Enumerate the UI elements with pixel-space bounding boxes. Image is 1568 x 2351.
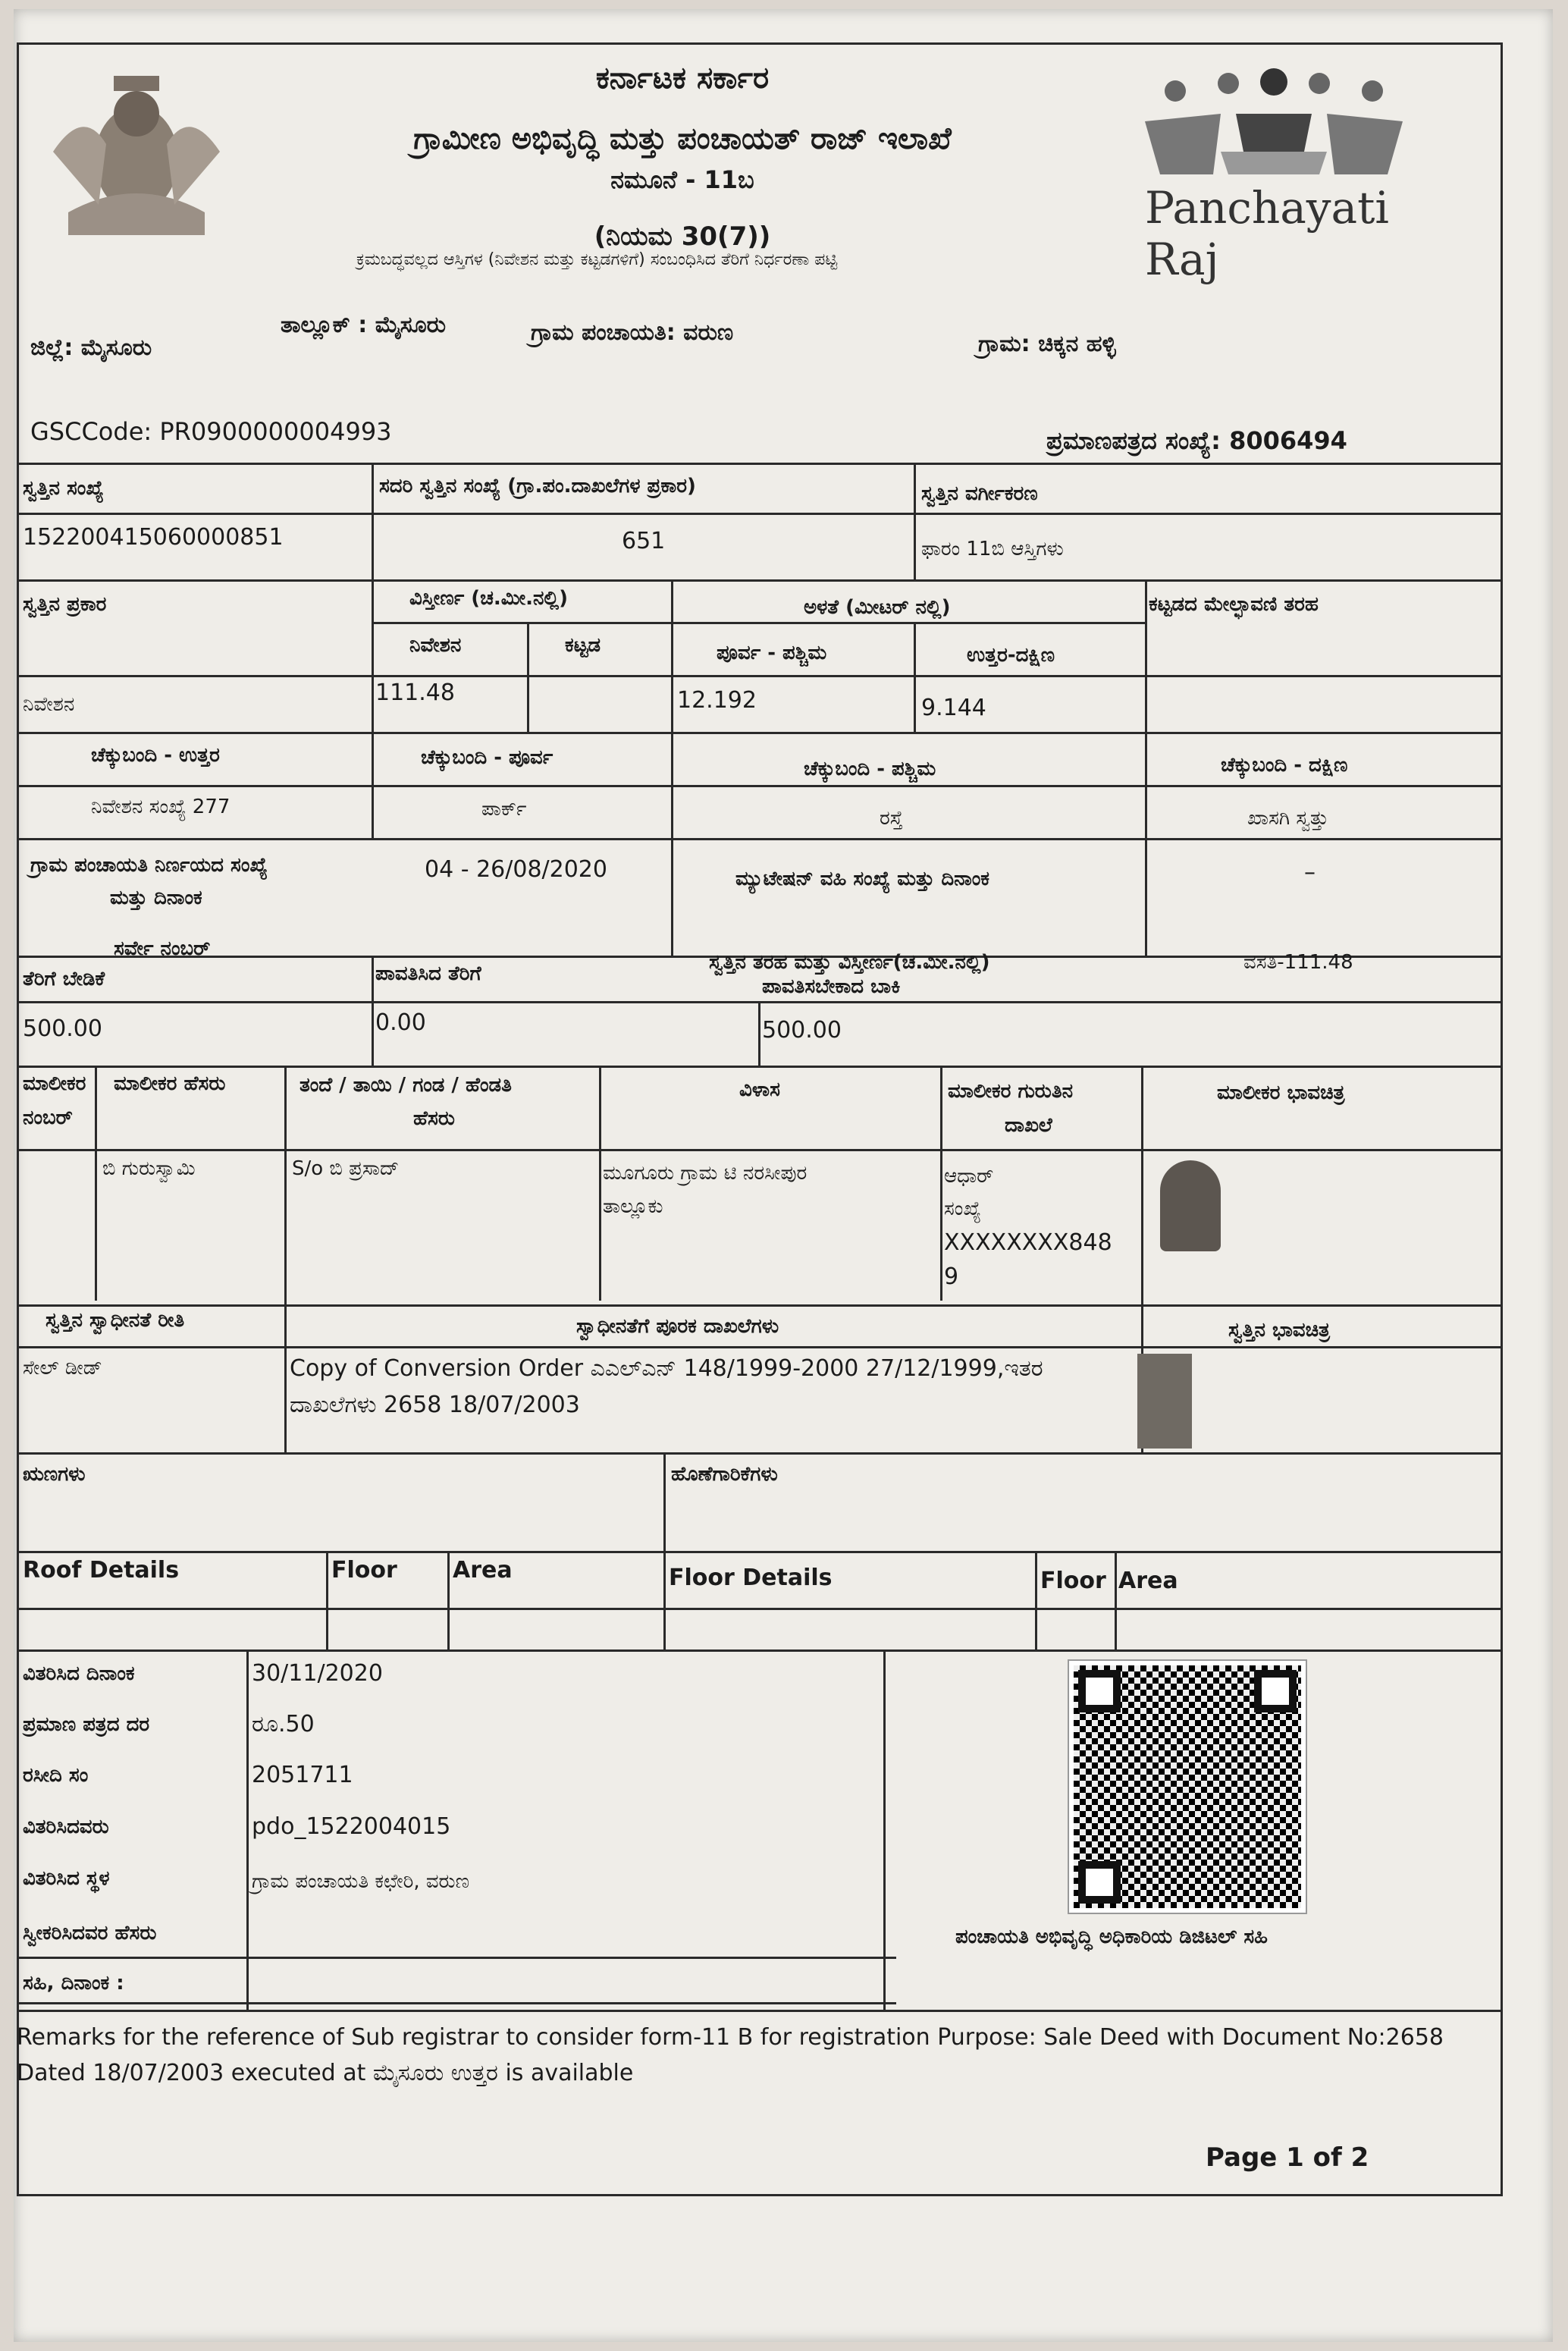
owner-id-label-2: ದಾಖಲೆ <box>1005 1114 1052 1137</box>
gsc-code: GSCCode: PR0900000004993 <box>30 417 392 446</box>
south-boundary-value: ಖಾಸಗಿ ಸ್ವತ್ತು <box>1247 807 1329 830</box>
owner-number-label: ಮಾಲೀಕರ <box>23 1072 86 1095</box>
gp-number-value: 651 <box>622 528 666 554</box>
encumbrance-label: ಋಣಗಳು <box>23 1463 86 1486</box>
resolution-label: ಗ್ರಾಮ ಪಂಚಾಯತಿ ನಿರ್ಣಯದ ಸಂಖ್ಯೆ <box>30 854 268 877</box>
mutation-label: ಮ್ಯುಟೇಷನ್ ವಹಿ ಸಂಖ್ಯೆ ಮತ್ತು ದಿನಾಂಕ <box>735 868 989 890</box>
responsibility-label: ಹೊಣೆಗಾರಿಕೆಗಳು <box>671 1463 778 1486</box>
issue-date-value: 30/11/2020 <box>252 1660 383 1687</box>
relation-value: S/o ಬಿ ಪ್ರಸಾದ್ <box>292 1157 400 1180</box>
relation-label-2: ಹೆಸರು <box>413 1107 455 1130</box>
building-label: ಕಟ್ಟಡ <box>565 634 601 657</box>
north-south-value: 9.144 <box>921 695 986 721</box>
rule-number: (ನಿಯಮ 30(7)) <box>594 221 771 252</box>
ownership-mode-label: ಸ್ವತ್ತಿನ ಸ್ವಾಧೀನತೆ ರೀತಿ <box>45 1309 185 1332</box>
south-boundary-label: ಚೆಕ್ಕುಬಂದಿ - ದಕ್ಷಿಣ <box>1221 754 1348 777</box>
west-boundary-label: ಚೆಕ್ಕುಬಂದಿ - ಪಶ್ಚಿಮ <box>804 758 936 780</box>
ownership-docs-line-2: ದಾಖಲೆಗಳು 2658 18/07/2003 <box>290 1392 580 1418</box>
owner-id-line-1: ಆಧಾರ್ <box>944 1165 994 1188</box>
property-type-value: ನಿವೇಶನ <box>23 693 75 716</box>
ownership-docs-label: ಸ್ವಾಧೀನತೆಗೆ ಪೂರಕ ದಾಖಲೆಗಳು <box>576 1315 779 1338</box>
site-label: ನಿವೇಶನ <box>409 634 462 657</box>
property-id-value: 152200415060000851 <box>23 524 284 551</box>
ownership-docs-line-1: Copy of Conversion Order ಎಎಲ್ಎನ್ 148/1999-2000 27/12/1999,ಇತರ <box>290 1355 1043 1382</box>
district: ಜಿಲ್ಲೆ: ಮೈಸೂರು <box>30 334 152 361</box>
owner-id-label: ಮಾಲೀಕರ ಗುರುತಿನ <box>948 1080 1074 1103</box>
resolution-label-2: ಮತ್ತು ದಿನಾಂಕ <box>110 887 202 909</box>
east-west-value: 12.192 <box>677 687 757 714</box>
receiver-name-label: ಸ್ವೀಕರಿಸಿದವರ ಹೆಸರು <box>23 1922 157 1945</box>
owner-name-value: ಬಿ ಗುರುಸ್ವಾಮಿ <box>102 1157 196 1180</box>
paid-tax-value: 0.00 <box>375 1009 426 1036</box>
page-number: Page 1 of 2 <box>1206 2142 1369 2173</box>
issue-date-label: ವಿತರಿಸಿದ ದಿನಾಂಕ <box>23 1662 135 1685</box>
type-area-value: ವಸತಿ-111.48 <box>1243 951 1353 974</box>
property-id-label: ಸ್ವತ್ತಿನ ಸಂಖ್ಯೆ <box>23 477 104 500</box>
balance-value: 500.00 <box>762 1017 842 1044</box>
north-south-label: ಉತ್ತರ-ದಕ್ಷಿಣ <box>967 644 1055 667</box>
east-boundary-value: ಪಾರ್ಕ್ <box>481 798 527 821</box>
address-label: ವಿಳಾಸ <box>739 1078 780 1101</box>
receipt-number-value: 2051711 <box>252 1762 353 1788</box>
address-line-1: ಮೂಗೂರು ಗ್ರಾಮ ಟಿ ನರಸೀಪುರ <box>603 1162 808 1185</box>
north-boundary-label: ಚೆಕ್ಕುಬಂದಿ - ಉತ್ತರ <box>91 744 220 767</box>
east-boundary-label: ಚೆಕ್ಕುಬಂದಿ - ಪೂರ್ವ <box>421 746 554 769</box>
owner-photo <box>1160 1160 1221 1251</box>
owner-number-label-2: ನಂಬರ್ <box>23 1106 73 1129</box>
site-area-value: 111.48 <box>375 680 455 706</box>
people-group-icon <box>1130 68 1418 182</box>
floor-label-right: Floor <box>1040 1568 1106 1594</box>
qr-code <box>1069 1661 1306 1913</box>
form-number: ನಮೂನೆ - 11ಬ <box>610 165 754 194</box>
tax-demand-label: ತೆರಿಗೆ ಬೇಡಿಕೆ <box>23 968 105 990</box>
certificate-number: ಪ್ರಮಾಣಪತ್ರದ ಸಂಖ್ಯೆ: 8006494 <box>1046 426 1347 455</box>
owner-id-line-2: ಸಂಖ್ಯೆ <box>944 1197 981 1220</box>
area-label-left: Area <box>453 1557 513 1584</box>
owner-id-line-4: 9 <box>944 1263 959 1290</box>
west-boundary-value: ರಸ್ತೆ <box>880 807 903 830</box>
owner-id-line-3: XXXXXXXX848 <box>944 1229 1112 1256</box>
department-title: ಗ್ರಾಮೀಣ ಅಭಿವೃದ್ಧಿ ಮತ್ತು ಪಂಚಾಯತ್ ರಾಜ್ ಇಲಾಖೆ <box>413 121 952 156</box>
ownership-mode-value: ಸೇಲ್ ಡೀಡ್ <box>23 1357 102 1380</box>
remarks-line-1: Remarks for the reference of Sub registrar to consider form-11 B for registration Purpose: Sale Deed with Document No:2658 <box>17 2024 1444 2051</box>
form-subtitle: ಕ್ರಮಬದ್ಧವಲ್ಲದ ಆಸ್ತಿಗಳ (ನಿವೇಶನ ಮತ್ತು ಕಟ್ಟಡಗಳಿಗೆ) ಸಂಬಂಧಿಸಿದ ತೆರಿಗೆ ನಿರ್ಧರಣಾ ಪಟ್ಟಿ <box>356 250 838 269</box>
village: ಗ್ರಾಮ: ಚಿಕ್ಕನ ಹಳ್ಳಿ <box>978 331 1116 357</box>
karnataka-emblem-icon <box>38 61 235 250</box>
gp-number-label: ಸದರಿ ಸ್ವತ್ತಿನ ಸಂಖ್ಯೆ (ಗ್ರಾ.ಪಂ.ದಾಖಲೆಗಳ ಪ್ರಕಾರ) <box>379 475 696 498</box>
property-photo <box>1137 1354 1192 1449</box>
issued-by-value: pdo_1522004015 <box>252 1813 451 1840</box>
certificate-fee-label: ಪ್ರಮಾಣ ಪತ್ರದ ದರ <box>23 1713 150 1736</box>
taluk: ತಾಲ್ಲೂಕ್ : ಮೈಸೂರು <box>281 312 447 338</box>
receipt-number-label: ರಸೀದಿ ಸಂ <box>23 1764 89 1787</box>
paid-tax-label: ಪಾವತಿಸಿದ ತೆರಿಗೆ <box>375 962 481 985</box>
tax-demand-value: 500.00 <box>23 1015 102 1042</box>
relation-label: ತಂದೆ / ತಾಯಿ / ಗಂಡ / ಹೆಂಡತಿ <box>299 1074 512 1097</box>
survey-number-label: ಸರ್ವೇ ನಂಬರ್ <box>114 937 211 960</box>
classification-value: ಫಾರಂ 11ಬಿ ಆಸ್ತಿಗಳು <box>921 538 1064 560</box>
resolution-value: 04 - 26/08/2020 <box>425 856 607 883</box>
property-photo-label: ಸ್ವತ್ತಿನ ಭಾವಚಿತ್ರ <box>1228 1319 1330 1342</box>
roof-details-label: Roof Details <box>23 1557 180 1584</box>
owner-name-label: ಮಾಲೀಕರ ಹೆಸರು <box>114 1072 226 1095</box>
remarks-line-2: Dated 18/07/2003 executed at ಮೈಸೂರು ಉತ್ತರ is available <box>17 2060 634 2086</box>
logo-text: Panchayati Raj <box>1145 182 1389 285</box>
floor-label-left: Floor <box>331 1557 397 1584</box>
east-west-label: ಪೂರ್ವ - ಪಶ್ಚಿಮ <box>717 642 827 664</box>
owner-photo-label: ಮಾಲೀಕರ ಭಾವಚಿತ್ರ <box>1217 1081 1345 1104</box>
certificate-fee-value: ರೂ.50 <box>252 1711 315 1737</box>
roof-label: ಕಟ್ಟಡದ ಮೇಲ್ಛಾವಣಿ ತರಹ <box>1149 593 1319 616</box>
panchayati-raj-logo <box>1130 68 1418 285</box>
issue-place-value: ಗ್ರಾಮ ಪಂಚಾಯತಿ ಕಛೇರಿ, ವರುಣ <box>252 1870 470 1893</box>
classification-label: ಸ್ವತ್ತಿನ ವರ್ಗೀಕರಣ <box>921 482 1038 505</box>
government-title: ಕರ್ನಾಟಕ ಸರ್ಕಾರ <box>595 61 770 96</box>
address-line-2: ತಾಲ್ಲೂಕು <box>603 1195 663 1218</box>
property-type-label: ಸ್ವತ್ತಿನ ಪ್ರಕಾರ <box>23 593 107 616</box>
area-label-right: Area <box>1118 1568 1178 1594</box>
digital-signature-label: ಪಂಚಾಯತಿ ಅಭಿವೃದ್ಧಿ ಅಧಿಕಾರಿಯ ಡಿಜಿಟಲ್ ಸಹಿ <box>955 1926 1269 1948</box>
issued-by-label: ವಿತರಿಸಿದವರು <box>23 1816 109 1838</box>
type-area-label: ಸ್ವತ್ತಿನ ತರಹ ಮತ್ತು ವಿಸ್ತೀರ್ಣ(ಚ.ಮೀ.ನಲ್ಲಿ) <box>709 951 990 974</box>
area-label: ವಿಸ್ತೀರ್ಣ (ಚ.ಮೀ.ನಲ್ಲಿ) <box>409 587 568 610</box>
north-boundary-value: ನಿವೇಶನ ಸಂಖ್ಯೆ 277 <box>91 796 230 818</box>
issue-place-label: ವಿತರಿಸಿದ ಸ್ಥಳ <box>23 1867 110 1890</box>
dimension-label: ಅಳತೆ (ಮೀಟರ್ ನಲ್ಲಿ) <box>804 596 951 619</box>
balance-label: ಪಾವತಿಸಬೇಕಾದ ಬಾಕಿ <box>762 975 901 998</box>
sign-date-label: ಸಹಿ, ದಿನಾಂಕ : <box>23 1972 124 1995</box>
mutation-value: – <box>1304 859 1316 886</box>
gram-panchayat: ಗ್ರಾಮ ಪಂಚಾಯತಿ: ವರುಣ <box>531 319 734 346</box>
floor-details-label: Floor Details <box>669 1565 833 1591</box>
